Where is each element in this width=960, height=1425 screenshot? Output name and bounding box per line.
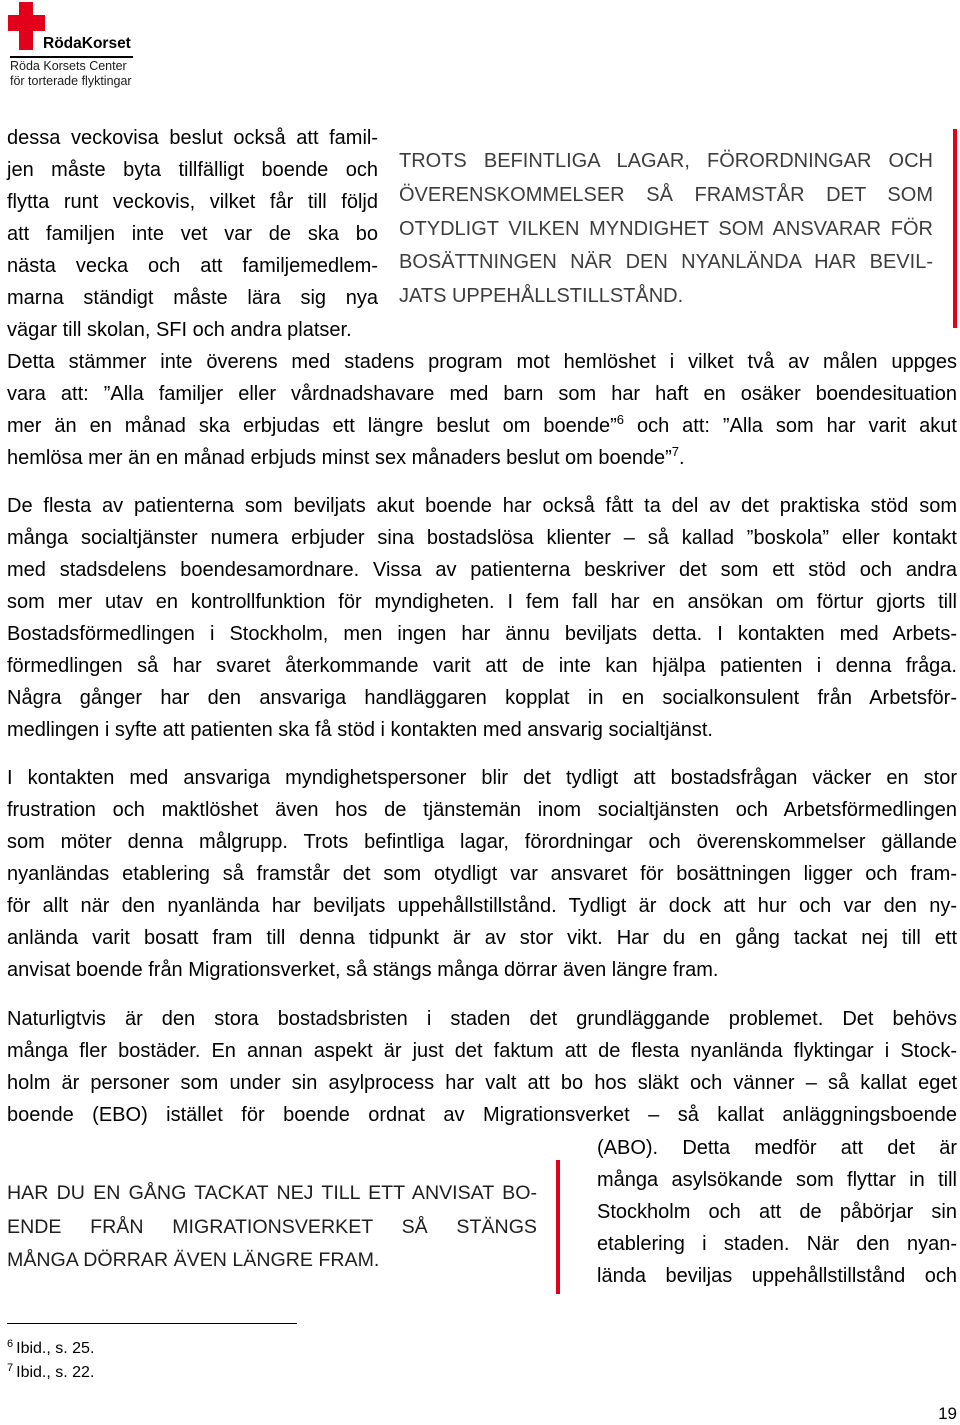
pull-quote-accent-bar (953, 129, 957, 328)
text-line: De flesta av patienterna som beviljats akut boende har också fått ta del av det praktiska stöd som (7, 495, 957, 517)
text-line: (ABO). Detta medför att det är (597, 1137, 957, 1159)
logo-divider (10, 56, 133, 58)
footnote-number: 7 (7, 1362, 14, 1374)
pull-quote-accent-bar (556, 1160, 560, 1294)
text-line: dessa veckovisa beslut också att famil- (7, 127, 378, 149)
footnote-separator (7, 1323, 297, 1324)
red-cross-icon (8, 2, 45, 50)
text-line: vara att: ”Alla familjer eller vårdnadshavare med barn som har haft en osäker boendesituation (7, 383, 957, 405)
pull-quote-line: MÅNGA DÖRRAR ÄVEN LÄNGRE FRAM. (7, 1249, 380, 1271)
paragraph (7, 490, 957, 746)
pull-quote-line: ÖVERENSKOMMELSER SÅ FRAMSTÅR DET SOM (399, 183, 933, 206)
left-column-text (7, 122, 378, 346)
footnote-text: Ibid., s. 22. (16, 1364, 95, 1381)
text-line: medlingen i syfte att patienten ska få stöd i kontakten med ansvarig socialtjänst. (7, 719, 713, 741)
pull-quote-line: OTYDLIGT VILKEN MYNDIGHET SOM ANSVARAR FÖR (399, 217, 933, 240)
logo-wordmark: RödaKorset (43, 35, 131, 52)
logo-subtitle: Röda Korsets Center (10, 59, 127, 73)
text-line: som möter denna målgrupp. Trots befintliga lagar, förordningar och överenskommelser gällande (7, 831, 957, 853)
text-line: boende (EBO) istället för boende ordnat av Migrationsverket – så kallat anläggningsboende (7, 1104, 957, 1126)
text-line: många socialtjänster numera erbjuder sina bostadslösa klienter – så kallad ”boskola” eller kontakt (7, 527, 957, 549)
text-line: I kontakten med ansvariga myndighetspersoner blir det tydligt att bostadsfrågan väcker en stor (7, 767, 957, 789)
text-segment: och att: ”Alla som har varit akut (624, 415, 957, 437)
text-line: som mer utav en kontrollfunktion för myndigheten. I fem fall har en ansökan om förtur gjorts till (7, 591, 957, 613)
footnote (7, 1361, 307, 1385)
text-line: förmedlingen så har svaret återkommande varit att de inte kan hjälpa patienten i denna fråga. (7, 655, 957, 677)
text-line: Stockholm och att de påbörjar sin (597, 1201, 957, 1223)
text-line: holm är personer som under sin asylprocess har valt att bo hos släkt och vänner – så kallat eget (7, 1072, 957, 1094)
text-line: vägar till skolan, SFI och andra platser. (7, 319, 352, 341)
paragraph (7, 1003, 957, 1131)
paragraph (7, 762, 957, 986)
text-line: många asylsökande som flyttar in till (597, 1169, 957, 1191)
footnote-number: 6 (7, 1338, 14, 1350)
paragraph (7, 346, 957, 474)
pull-quote-line: BOSÄTTNINGEN NÄR DEN NYANLÄNDA HAR BEVIL- (399, 251, 933, 274)
pull-quote-line: ENDE FRÅN MIGRATIONSVERKET SÅ STÄNGS (7, 1215, 537, 1238)
text-line: nyanländas etablering så framstår det som otydligt var ansvaret för bosättningen ligger och fram- (7, 863, 957, 885)
text-line: anvisat boende från Migrationsverket, så stängs många dörrar även längre fram. (7, 959, 719, 981)
footnote-text: Ibid., s. 25. (16, 1340, 95, 1357)
text-line: att familjen inte vet var de ska bo (7, 223, 378, 245)
logo (0, 0, 140, 92)
text-line: jen måste byta tillfälligt boende och (7, 159, 378, 181)
text-line: Några gånger har den ansvariga handläggaren kopplat in en socialkonsulent från Arbetsför- (7, 687, 957, 709)
footnotes (7, 1337, 307, 1385)
text-line: frustration och maktlöshet även hos de tjänstemän inom socialtjänsten och Arbetsförmedlingen (7, 799, 957, 821)
footnote-reference: 6 (616, 412, 625, 427)
text-line: anlända varit bosatt fram till denna tidpunkt är av stor vikt. Har du en gång tackat nej till ett (7, 927, 957, 949)
pull-quote-line: JATS UPPEHÅLLSTILLSTÅND. (399, 285, 684, 308)
text-line: Detta stämmer inte överens med stadens program mot hemlöshet i vilket två av målen uppges (7, 351, 957, 373)
text-line: Bostadsförmedlingen i Stockholm, men ingen har ännu beviljats detta. I kontakten med Arbets- (7, 623, 957, 645)
text-line: för allt när den nyanlända har beviljats uppehållstillstånd. Tydligt är dock att hur och var den ny- (7, 895, 957, 917)
text-line: marna ständigt måste lära sig nya (7, 287, 378, 309)
logo-subtitle: för torterade flyktingar (10, 74, 132, 88)
text-line (7, 442, 957, 474)
text-line: många fler bostäder. En annan aspekt är just det faktum att de flesta nyanlända flyktingar i Stock- (7, 1040, 957, 1062)
text-segment: hemlösa mer än en månad erbjuds minst sex månaders beslut om boende” (7, 447, 672, 469)
pull-quote (399, 145, 933, 314)
pull-quote-line: HAR DU EN GÅNG TACKAT NEJ TILL ETT ANVISAT BO- (7, 1182, 537, 1204)
text-line: Naturligtvis är den stora bostadsbristen i staden det grundläggande problemet. Det behövs (7, 1008, 957, 1030)
text-line: flytta runt veckovis, vilket får till följd (7, 191, 378, 213)
text-line (7, 410, 957, 442)
right-column-text (597, 1132, 957, 1292)
text-line: nästa vecka och att familjemedlem- (7, 255, 378, 277)
page-number: 19 (938, 1404, 957, 1423)
text-segment: mer än en månad ska erbjudas ett längre beslut om boende” (7, 415, 617, 437)
footnote (7, 1337, 307, 1361)
text-line: med stadsdelens boendesamordnare. Vissa av patienterna beskriver det som ett stöd och andra (7, 559, 957, 581)
text-line: etablering i staden. När den nyan- (597, 1233, 957, 1255)
footnote-reference: 7 (671, 444, 680, 459)
pull-quote (7, 1177, 537, 1278)
text-line: lända beviljas uppehållstillstånd och (597, 1265, 957, 1287)
text-segment: . (679, 447, 685, 469)
pull-quote-line: TROTS BEFINTLIGA LAGAR, FÖRORDNINGAR OCH (399, 150, 933, 172)
